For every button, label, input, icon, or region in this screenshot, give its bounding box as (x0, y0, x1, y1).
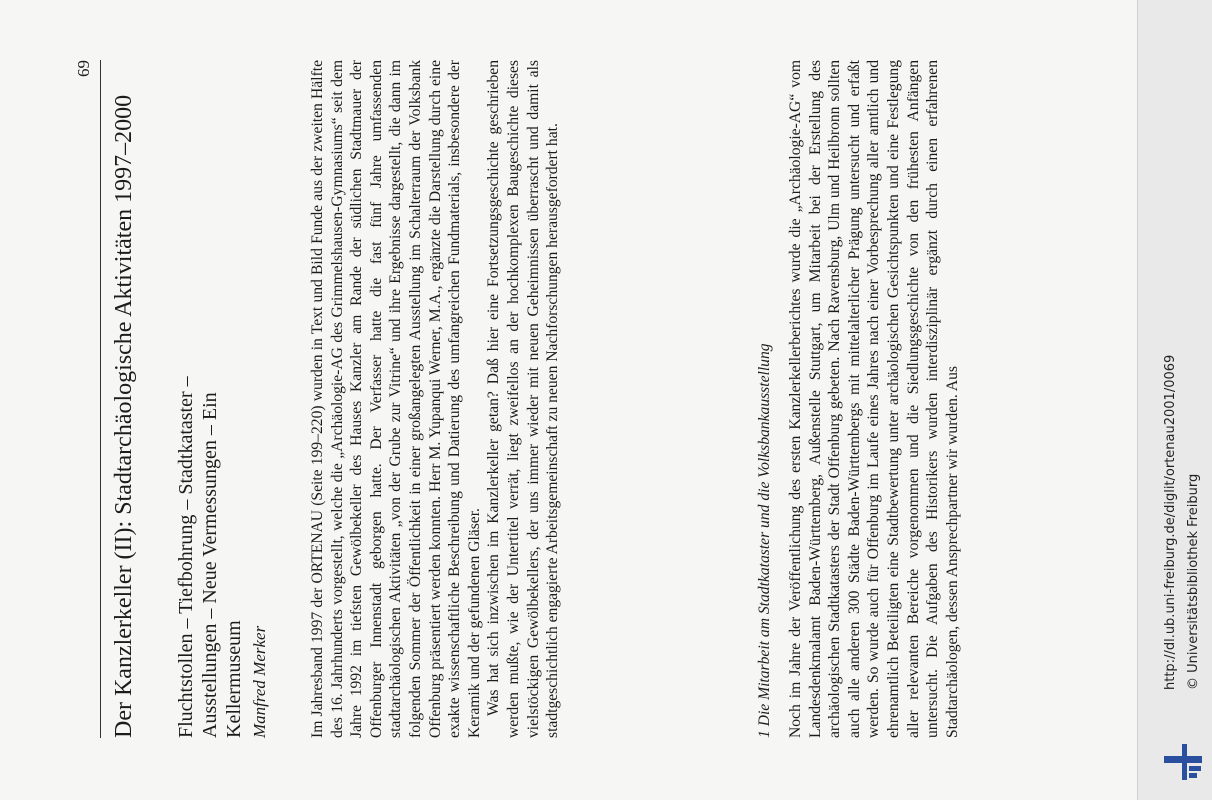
source-url: http://dl.ub.uni-freiburg.de/diglit/ortenau2001/0069 (1163, 354, 1178, 690)
author-name: Manfred Merker (250, 625, 269, 738)
paragraph: Im Jahresband 1997 der ORTENAU (Seite 199–220) wurden in Text und Bild Funde aus der zweiten Hälfte des 16. Jahrhunderts vorgestellt, welche die „Archäologie-AG des Grimmelshausen-Gymnasiums“ seit dem Jahre 1992 im tiefsten Gewölbekeller des Hauses Kanzler am Rande der südlichen Stadtmauer der Offenburger Innenstadt geborgen hatte. Der Verfasser hatte die fast fünf Jahre umfassenden stadtarchäologischen Aktivitäten „von der Grube zur Vitrine“ und ihre Ergebnisse dargestellt, die dann im folgenden Sommer der Öffentlichkeit in einer großangelegten Ausstellung im Schalterraum der Volksbank Offenburg präsentiert werden konnten. Herr M. Yupanqui Werner, M.A., ergänzte die Darstellung durch eine exakte wissenschaftliche Beschreibung und Datierung des umfangreichen Fundmaterials, insbesondere der Keramik und der gefundenen Gläser. (309, 60, 483, 738)
section-text (786, 60, 962, 738)
intro-text (308, 60, 563, 738)
article-title: Der Kanzlerkeller (II): Stadtarchäologische Aktivitäten 1997–2000 (111, 94, 137, 738)
section-heading: 1 Die Mitarbeit am Stadtkataster und die Volksbankausstellung (756, 343, 773, 738)
rotated-page-content (60, 20, 1100, 780)
header-rule (100, 60, 101, 738)
paragraph: Noch im Jahre der Veröffentlichung des ersten Kanzlerkellerberichtes wurde die „Archäologie-AG“ vom Landesdenkmalamt Baden-Württemberg, Außenstelle Stuttgart, um Mitarbeit bei der Erstellung des archäologischen Stadtkatasters der Stadt Offenburg gebeten. Nach Ravensburg, Ulm und Heilbronn sollten auch alle anderen 300 Städte Baden-Württembergs mit mittelalterlicher Prägung untersucht und erfaßt werden. So wurde auch für Offenburg im Laufe eines Jahres nach einer Vorbesprechung aller amtlich und ehrenamtlich Beteiligten eine Stadtbewertung unter archäologischen Gesichtspunkten und eine Festlegung aller relevanten Bereiche vorgenommen und die Siedlungsgeschichte von den frühesten Anfängen untersucht. Die Aufgaben des Historikers wurden interdisziplinär ergänzt durch einen erfahrenen Stadtarchäologen, dessen Ansprechpartner wir wurden. Aus (787, 60, 961, 738)
article-subtitle: Fluchtstollen – Tiefbohrung – Stadtkataster – Ausstellungen – Neue Vermessungen – Ein Kellermuseum (175, 376, 245, 738)
copyright-notice: © Universitätsbibliothek Freiburg (1186, 473, 1201, 690)
ub-freiburg-logo-icon (1160, 742, 1206, 782)
paragraph: Was hat sich inzwischen im Kanzlerkeller getan? Daß hier eine Fortsetzungsgeschichte geschrieben werden mußte, wie der Untertitel verrät, liegt zweifellos an der hochkomplexen Baugeschichte dieses vielstöckigen Gewölbekellers, der uns immer wieder mit neuen Geheimnissen überrascht und damit als stadtgeschichtlich engagierte Arbeitsgemeinschaft zu neuen Nachforschungen herausgefordert hat. (485, 60, 562, 738)
page-number: 69 (74, 60, 93, 77)
